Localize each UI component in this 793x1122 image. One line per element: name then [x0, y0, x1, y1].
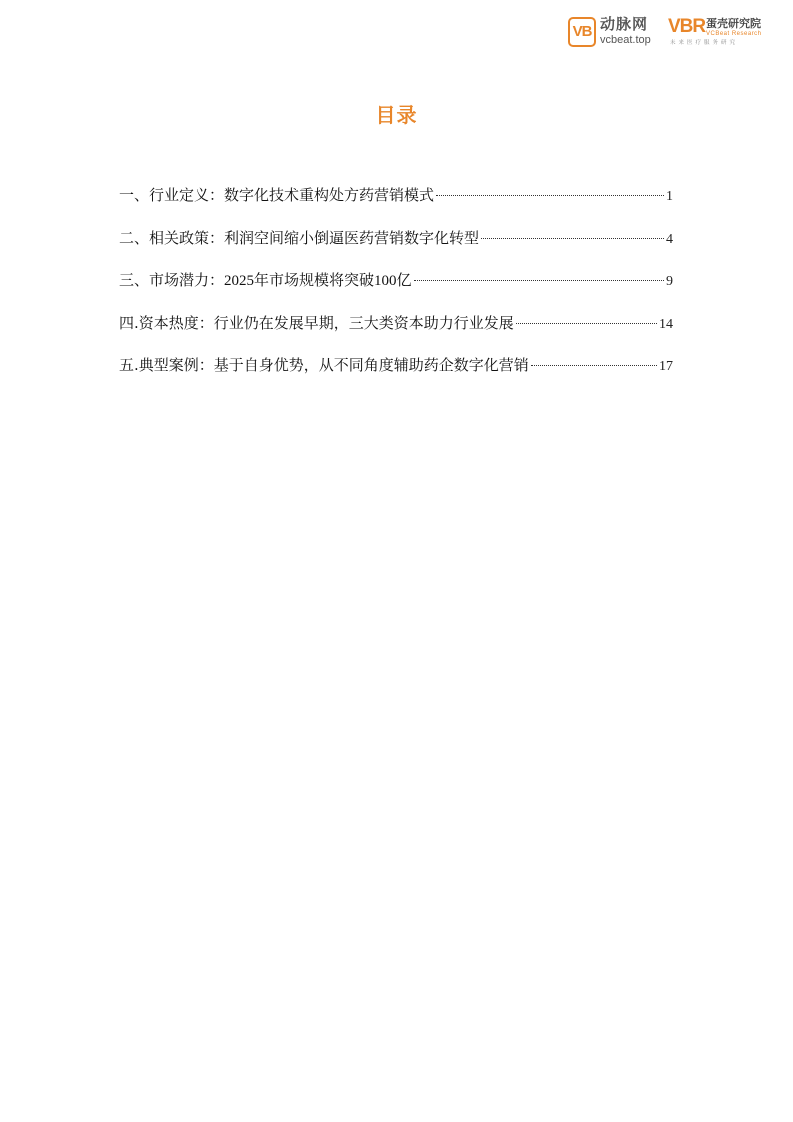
toc-entry-number: 二、 — [119, 228, 150, 247]
toc-entry-page: 4 — [666, 231, 673, 247]
toc-entry[interactable] — [119, 354, 673, 376]
toc-entry-page: 14 — [659, 316, 673, 332]
toc-entry-title: 基于自身优势，从不同角度辅助药企数字化营销 — [213, 356, 529, 374]
toc-entry-number: 五. — [119, 356, 139, 374]
toc-entry-number: 四. — [119, 313, 139, 332]
toc-entry-page: 9 — [666, 274, 673, 289]
toc-entry-title: 行业仍在发展早期，三大类资本助力行业发展 — [213, 313, 514, 332]
toc-entry-label: 行业定义： — [149, 186, 225, 204]
toc-entry-number: 一、 — [119, 186, 150, 204]
toc-entry-label: 资本热度： — [138, 313, 214, 332]
vcbeat-logo-mark: VB — [568, 17, 596, 47]
toc-entry-label: 相关政策： — [149, 228, 225, 247]
toc-entry-number: 三、 — [119, 271, 150, 289]
toc-leader-dots — [436, 195, 664, 196]
vbr-logo-mark: VBR — [668, 16, 706, 37]
toc-leader-dots — [531, 365, 657, 366]
vbr-logo-name: 蛋壳研究院 — [706, 17, 761, 30]
toc-entry-amount: 100 — [374, 273, 397, 289]
toc-entry-label: 市场潜力： — [149, 271, 225, 289]
toc-leader-dots — [481, 238, 664, 239]
toc-entry[interactable] — [119, 312, 673, 334]
page-title: 目录 — [375, 103, 418, 127]
toc-entry-title-end: 亿 — [396, 271, 412, 289]
toc-entry[interactable] — [119, 184, 673, 206]
toc-entry-page: 17 — [659, 359, 673, 374]
toc-entry[interactable] — [119, 227, 673, 249]
vbr-logo-subtitle: VCBeat Research — [706, 31, 762, 37]
toc-leader-dots — [414, 280, 664, 281]
toc-entry-title: 年市场规模将突破 — [254, 271, 375, 289]
toc-entry[interactable] — [119, 269, 673, 291]
toc-entry-title: 数字化技术重构处方药营销模式 — [224, 186, 435, 204]
vcbeat-logo-url: vcbeat.top — [600, 34, 651, 46]
vcbeat-logo — [568, 16, 660, 50]
vbr-logo-tagline: 未来医疗服务研究 — [670, 40, 739, 46]
toc-entry-label: 典型案例： — [138, 356, 214, 374]
vcbeat-logo-name: 动脉网 — [600, 15, 649, 33]
toc-entry-year: 2025 — [224, 273, 255, 289]
vbr-logo — [668, 16, 764, 50]
toc-list — [119, 184, 673, 397]
toc-entry-page: 1 — [666, 189, 673, 204]
toc-leader-dots — [516, 323, 657, 324]
toc-entry-title: 利润空间缩小倒逼医药营销数字化转型 — [224, 228, 480, 247]
